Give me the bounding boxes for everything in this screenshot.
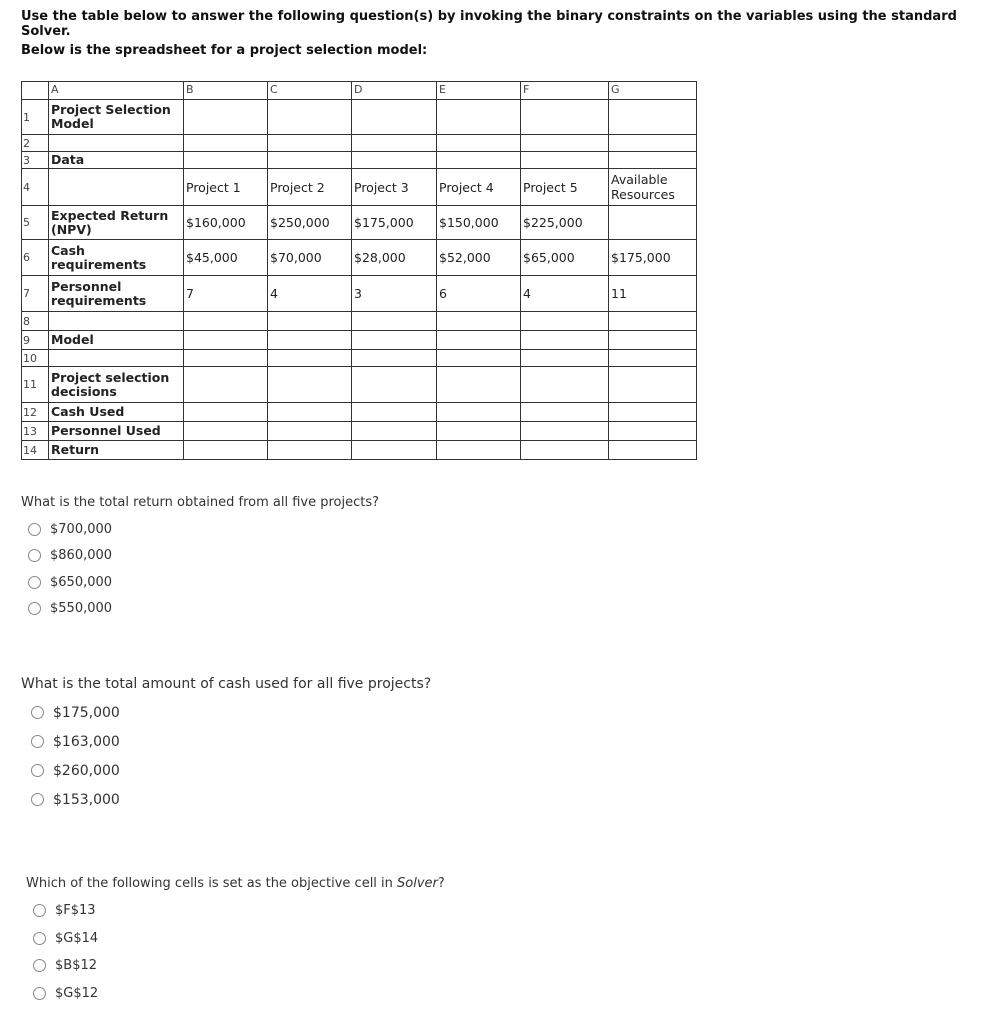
column-header: B	[184, 82, 268, 100]
sheet-cell	[437, 350, 521, 367]
sheet-cell	[609, 206, 697, 240]
sheet-cell	[184, 312, 268, 331]
sheet-row	[22, 135, 697, 152]
option-label: $700,000	[50, 521, 113, 537]
sheet-row	[22, 422, 697, 441]
sheet-cell	[352, 152, 437, 169]
sheet-cell: $65,000	[521, 240, 609, 276]
option-label: $F$13	[55, 903, 96, 919]
option-label: $650,000	[50, 574, 113, 590]
radio-button[interactable]	[28, 523, 41, 536]
option-label: $G$14	[55, 930, 99, 946]
radio-button[interactable]	[33, 959, 46, 972]
column-header: D	[352, 82, 437, 100]
sheet-cell	[268, 135, 352, 152]
sheet-cell	[437, 135, 521, 152]
instructions-text: Use the table below to answer the following question(s) by invoking the binary constraints on the variables using the standard Solver.	[21, 9, 957, 39]
sheet-cell	[268, 403, 352, 422]
sheet-cell: 7	[184, 276, 268, 312]
answer-option[interactable]	[31, 756, 431, 785]
answer-option[interactable]	[28, 543, 379, 570]
sheet-cell	[437, 331, 521, 350]
row-label: Model	[49, 331, 184, 350]
sheet-cell: $175,000	[352, 206, 437, 240]
sheet-cell	[184, 441, 268, 460]
sheet-cell	[268, 152, 352, 169]
radio-button[interactable]	[33, 904, 46, 917]
row-label: Personnel requirements	[49, 276, 184, 312]
sheet-cell	[184, 403, 268, 422]
sheet-row	[22, 206, 697, 240]
row-label	[49, 312, 184, 331]
row-number: 14	[22, 441, 49, 460]
row-number: 3	[22, 152, 49, 169]
sheet-cell	[352, 367, 437, 403]
sheet-cell	[521, 367, 609, 403]
sheet-cell	[521, 312, 609, 331]
sheet-cell	[184, 135, 268, 152]
sheet-cell	[521, 152, 609, 169]
row-label: Project selection decisions	[49, 367, 184, 403]
sheet-cell	[609, 100, 697, 135]
question-text: What is the total return obtained from all five projects?	[21, 495, 380, 510]
row-label	[49, 135, 184, 152]
column-header: A	[49, 82, 184, 100]
radio-button[interactable]	[31, 793, 44, 806]
sheet-cell	[437, 441, 521, 460]
row-label: Cash requirements	[49, 240, 184, 276]
row-number: 8	[22, 312, 49, 331]
answer-option[interactable]	[28, 516, 379, 543]
sheet-cell	[521, 350, 609, 367]
answer-option[interactable]	[33, 952, 445, 980]
sheet-cell	[184, 367, 268, 403]
answer-option[interactable]	[31, 727, 431, 756]
sheet-cell	[268, 367, 352, 403]
sheet-cell	[268, 312, 352, 331]
row-number: 2	[22, 135, 49, 152]
row-label	[49, 169, 184, 206]
sheet-cell	[609, 152, 697, 169]
column-header: G	[609, 82, 697, 100]
sheet-cell	[184, 350, 268, 367]
option-label: $550,000	[50, 601, 113, 617]
sheet-cell: $28,000	[352, 240, 437, 276]
sheet-cell	[352, 441, 437, 460]
radio-button[interactable]	[31, 764, 44, 777]
radio-button[interactable]	[31, 735, 44, 748]
sheet-cell	[268, 422, 352, 441]
row-label: Data	[49, 152, 184, 169]
sheet-row	[22, 367, 697, 403]
sheet-cell	[437, 367, 521, 403]
question-objective-cell	[26, 876, 445, 1007]
sheet-cell	[609, 422, 697, 441]
sheet-row	[22, 169, 697, 206]
row-number: 5	[22, 206, 49, 240]
radio-button[interactable]	[33, 932, 46, 945]
sheet-row	[22, 152, 697, 169]
radio-button[interactable]	[33, 987, 46, 1000]
sheet-cell	[609, 312, 697, 331]
sheet-cell	[352, 331, 437, 350]
sheet-cell	[437, 403, 521, 422]
sheet-row	[22, 403, 697, 422]
sheet-row	[22, 312, 697, 331]
sheet-row	[22, 100, 697, 135]
row-number: 4	[22, 169, 49, 206]
sheet-cell	[521, 331, 609, 350]
option-label: $860,000	[50, 548, 113, 564]
sheet-cell: $175,000	[609, 240, 697, 276]
radio-button[interactable]	[28, 602, 41, 615]
sheet-cell	[437, 100, 521, 135]
row-label: Expected Return (NPV)	[49, 206, 184, 240]
row-label	[49, 350, 184, 367]
sheet-cell	[184, 331, 268, 350]
sheet-cell	[609, 441, 697, 460]
sheet-cell: Project 1	[184, 169, 268, 206]
sheet-cell	[184, 100, 268, 135]
corner-cell	[22, 82, 49, 100]
answer-option[interactable]	[28, 569, 379, 596]
sheet-row	[22, 276, 697, 312]
sheet-cell: $150,000	[437, 206, 521, 240]
question-text: What is the total amount of cash used for all five projects?	[21, 676, 432, 692]
sheet-cell	[609, 135, 697, 152]
sheet-cell	[437, 152, 521, 169]
answer-option[interactable]	[28, 596, 379, 623]
row-label: Project Selection Model	[49, 100, 184, 135]
row-number: 10	[22, 350, 49, 367]
option-label: $G$12	[55, 985, 99, 1001]
sheet-cell	[521, 100, 609, 135]
answer-option[interactable]	[33, 925, 445, 953]
sheet-cell: Project 3	[352, 169, 437, 206]
question-text: Which of the following cells is set as the objective cell in Solver?	[26, 876, 445, 891]
row-number: 13	[22, 422, 49, 441]
sheet-cell: 6	[437, 276, 521, 312]
column-header-row	[22, 82, 697, 100]
option-label: $260,000	[53, 762, 120, 779]
option-label: $163,000	[53, 733, 120, 750]
sheet-cell	[609, 367, 697, 403]
sheet-row	[22, 240, 697, 276]
answer-option[interactable]	[31, 785, 431, 814]
option-label: $175,000	[53, 704, 120, 721]
spreadsheet-table	[21, 81, 697, 460]
row-label: Cash Used	[49, 403, 184, 422]
sheet-cell	[521, 441, 609, 460]
answer-option[interactable]	[33, 980, 445, 1008]
row-number: 7	[22, 276, 49, 312]
option-label: $153,000	[53, 791, 120, 808]
column-header: C	[268, 82, 352, 100]
sheet-cell: Project 5	[521, 169, 609, 206]
sheet-cell: $45,000	[184, 240, 268, 276]
sheet-cell	[609, 403, 697, 422]
sheet-cell	[437, 422, 521, 441]
answer-option[interactable]	[33, 897, 445, 925]
sheet-cell	[184, 422, 268, 441]
sheet-cell: 3	[352, 276, 437, 312]
sheet-row	[22, 350, 697, 367]
sheet-cell	[352, 350, 437, 367]
row-number: 11	[22, 367, 49, 403]
sheet-cell: Project 2	[268, 169, 352, 206]
sheet-cell: $52,000	[437, 240, 521, 276]
sheet-cell	[352, 312, 437, 331]
sheet-cell: Available Resources	[609, 169, 697, 206]
row-number: 6	[22, 240, 49, 276]
question-total-return	[21, 495, 379, 622]
sheet-cell	[521, 403, 609, 422]
spreadsheet-caption: Below is the spreadsheet for a project selection model:	[21, 43, 428, 58]
sheet-cell	[521, 422, 609, 441]
sheet-cell	[609, 350, 697, 367]
answer-option[interactable]	[31, 698, 431, 727]
sheet-cell: Project 4	[437, 169, 521, 206]
sheet-cell: 4	[521, 276, 609, 312]
sheet-cell: $70,000	[268, 240, 352, 276]
row-label: Return	[49, 441, 184, 460]
radio-button[interactable]	[28, 549, 41, 562]
question-cash-used	[21, 676, 431, 814]
row-number: 1	[22, 100, 49, 135]
row-number: 12	[22, 403, 49, 422]
radio-button[interactable]	[31, 706, 44, 719]
sheet-cell	[184, 152, 268, 169]
sheet-cell	[268, 100, 352, 135]
sheet-cell: 4	[268, 276, 352, 312]
row-label: Personnel Used	[49, 422, 184, 441]
sheet-cell	[268, 441, 352, 460]
column-header: E	[437, 82, 521, 100]
sheet-cell: $225,000	[521, 206, 609, 240]
radio-button[interactable]	[28, 576, 41, 589]
sheet-cell	[352, 403, 437, 422]
row-number: 9	[22, 331, 49, 350]
sheet-cell: $160,000	[184, 206, 268, 240]
sheet-cell	[352, 135, 437, 152]
sheet-cell	[268, 331, 352, 350]
sheet-row	[22, 441, 697, 460]
sheet-cell: 11	[609, 276, 697, 312]
column-header: F	[521, 82, 609, 100]
sheet-row	[22, 331, 697, 350]
sheet-cell	[352, 100, 437, 135]
sheet-cell	[437, 312, 521, 331]
sheet-cell	[352, 422, 437, 441]
sheet-cell	[609, 331, 697, 350]
sheet-cell: $250,000	[268, 206, 352, 240]
sheet-cell	[521, 135, 609, 152]
sheet-cell	[268, 350, 352, 367]
option-label: $B$12	[55, 958, 98, 974]
